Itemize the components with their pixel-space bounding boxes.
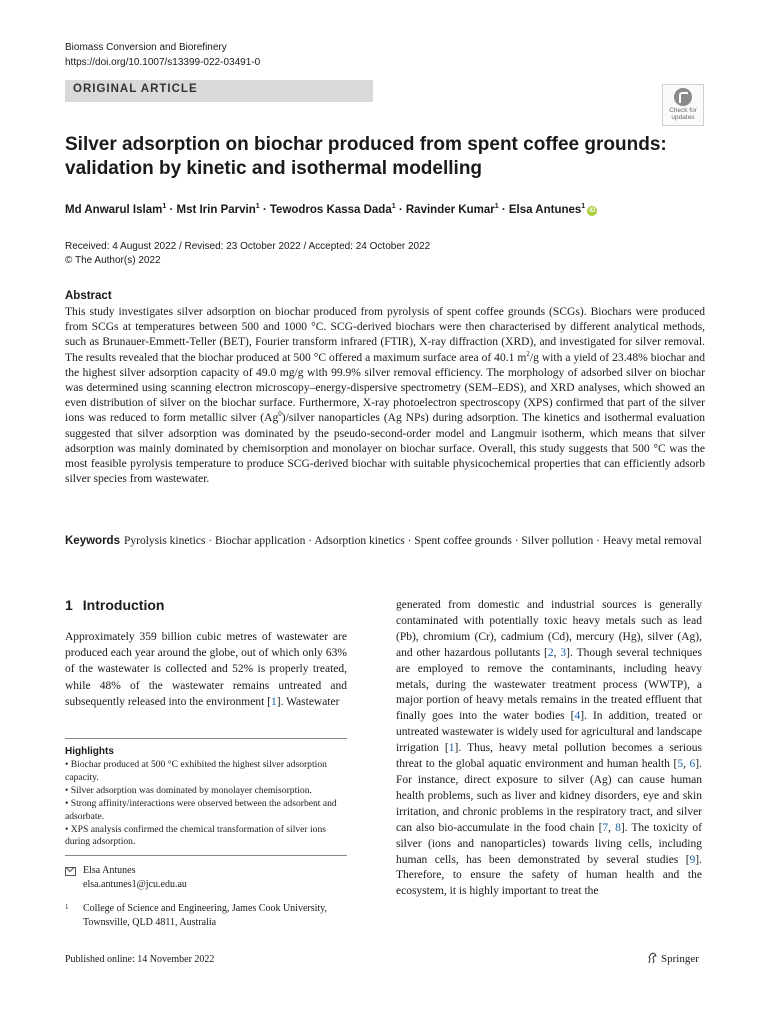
doi-link[interactable]: https://doi.org/10.1007/s13399-022-03491-0 [65, 57, 261, 68]
abstract-text: This study investigates silver adsorption on biochar produced from pyrolysis of spent coffee grounds (SCGs). Biochars were produced from SCGs at temperatures between 500 and 1000 °C. SCG-derived biochars were then characterised by different analytical methods, such as Brunauer-Emmett-Teller (BET), Fourier transform infrared (FTIR), X-ray diffraction (XRD), and investigated for silver removal. The results revealed that the biochar produced at 500 °C offered a maximum surface area of 40.1 $m^2/g$ with a yield of 23.48% biochar and the highest silver adsorption capacity of 49.0 mg/g with 99.9% silver removal efficiency. The morphology of adsorbed silver on biochar was determined using scanning electron microscopy–energy-dispersive spectrometry (SEM–EDS), and XRD analyses, which showed an even distribution of silver on the biochar surface. Furthermore, X-ray photoelectron spectroscopy (XPS) confirmed that part of the silver ions was reduced to form metallic silver (Ag$^0$)/silver nanoparticles (Ag NPs) during adsorption. The kinetics and isothermal evaluation suggested that silver adsorption was dominated by the pseudo-second-order model and Langmuir isotherm, which means that silver adsorption was mainly dominated by chemisorption and monolayer on biochar surface. Overall, this study suggests that 500 °C was the most feasible pyrolysis temperature to produce SCG-derived biochar with suitable physicochemical properties that can efficiently adsorb silver species from wastewater. [65, 306, 706, 486]
citation-link[interactable]: 6 [689, 758, 696, 771]
envelope-icon [65, 867, 76, 876]
author-name[interactable]: Mst Irin Parvin [176, 203, 256, 216]
affiliation-mark: 1 [65, 903, 69, 911]
journal-info [65, 40, 260, 70]
journal-name: Biomass Conversion and Biorefinery [65, 42, 227, 53]
highlight-item: • Biochar produced at 500 °C exhibited the highest silver adsorption capacity. [65, 759, 327, 783]
author-affil-mark: 1 [162, 203, 167, 210]
citation-link[interactable]: 2 [547, 646, 554, 659]
citation-link[interactable]: 4 [574, 710, 581, 723]
springer-horse-icon [647, 952, 658, 964]
intro-paragraph-left: Approximately 359 billion cubic metres of wastewater are produced each year around the globe, out of which only 63% of the wastewater is collected and 52% is properly treated, while 48% of the wastewater remains untreated and subsequently released into the environment [1]. Wastewater [65, 631, 347, 708]
orcid-icon[interactable]: iD [589, 207, 596, 214]
citation-link[interactable]: 1 [270, 695, 277, 708]
citation-link[interactable]: 1 [448, 742, 455, 755]
publisher-logo[interactable] [647, 952, 699, 965]
check-updates-text: Check for updates [669, 107, 697, 121]
article-title: Silver adsorption on biochar produced from spent coffee grounds: validation by kinetic and isothermal modelling [65, 134, 667, 179]
highlight-item: • Strong affinity/interactions were observed between the adsorbent and adsorbate. [65, 797, 337, 822]
contact-name: Elsa Antunes [83, 865, 136, 876]
affiliation [65, 902, 355, 930]
citation-link[interactable]: 3 [560, 646, 567, 659]
author-name[interactable]: Tewodros Kassa Dada [269, 203, 392, 216]
keywords-label: Keywords [65, 535, 120, 547]
author-affil-mark: 1 [494, 203, 499, 210]
author-list: Md Anwarul Islam$^1$ · Mst Irin Parvin$^1$ · Tewodros Kassa Dada$^1$ · Ravinder Kumar$^1$ · Elsa Antunes$^1$iD [65, 203, 596, 216]
article-type-label: ORIGINAL ARTICLE [73, 83, 198, 95]
published-date: Published online: 14 November 2022 [65, 954, 215, 965]
section-heading: 1 Introduction [65, 597, 165, 613]
check-for-updates-badge[interactable] [662, 84, 704, 126]
citation-link[interactable]: 9 [689, 853, 696, 866]
affiliation-text: College of Science and Engineering, James Cook University, Townsville, QLD 4811, Australia [83, 903, 328, 928]
author-affil-mark: 1 [391, 203, 396, 210]
keywords-list: Pyrolysis kinetics · Biochar application · Adsorption kinetics · Spent coffee grounds · Silver pollution · Heavy metal removal [123, 535, 702, 547]
citation-link[interactable]: 8 [615, 821, 621, 834]
author-name[interactable]: Elsa Antunes [508, 203, 582, 216]
copyright-notice: © The Author(s) 2022 [65, 255, 161, 266]
author-affil-mark: 1 [255, 203, 260, 210]
highlights-heading: Highlights [65, 746, 114, 757]
article-dates [65, 240, 430, 268]
article-type-banner [65, 80, 373, 102]
abstract-heading: Abstract [65, 290, 112, 302]
citation-link[interactable]: 7 [602, 821, 609, 834]
author-name[interactable]: Md Anwarul Islam [65, 203, 163, 216]
author-affil-mark: 1 [581, 203, 586, 210]
highlights-box [65, 746, 347, 849]
citation-link[interactable]: 5 [677, 758, 684, 771]
crossmark-icon [674, 88, 692, 106]
contact-email[interactable]: elsa.antunes1@jcu.edu.au [83, 878, 187, 890]
highlight-item: • XPS analysis confirmed the chemical transformation of silver ions during adsorption. [65, 823, 326, 848]
highlight-item: • Silver adsorption was dominated by monolayer chemisorption. [65, 784, 312, 796]
keywords [65, 533, 705, 550]
publisher-name: Springer [661, 953, 699, 965]
author-name[interactable]: Ravinder Kumar [405, 203, 495, 216]
submission-history: Received: 4 August 2022 / Revised: 23 October 2022 / Accepted: 24 October 2022 [65, 241, 431, 252]
highlights-divider [65, 855, 347, 856]
intro-paragraph-right: generated from domestic and industrial sources is generally contaminated with potentially toxic heavy metals such as lead (Pb), chromium (Cr), cadmium (Cd), mercury (Hg), silver (Ag), and other hazardous pollutants [2, 3]. Though several techniques are employed to remove the contaminants, including heavy metals, during the wastewater treatment process (WWTP), a major portion of heavy metals remains in the treated effluent that finally goes into the water bodies [4]. In addition, treated or untreated wastewater is widely used for agricultural and landscape irrigation [1]. Thus, heavy metal pollution becomes a serious threat to the global aquatic environment and human health [5, 6]. For instance, direct exposure to silver (Ag) can cause human health problems, such as liver and kidney disorders, eye and skin irritation, and chronic problems in the respiratory tract, and silver can also bio-accumulate in the food chain [7, 8]. The toxicity of silver (ions and nanoparticles) towards living cells, including human cells, has been demonstrated by several studies [9]. Therefore, to ensure the safety of human health and the ecosystem, it is highly important to treat the [396, 599, 703, 898]
highlights-divider [65, 738, 347, 739]
corresponding-author [65, 864, 187, 891]
